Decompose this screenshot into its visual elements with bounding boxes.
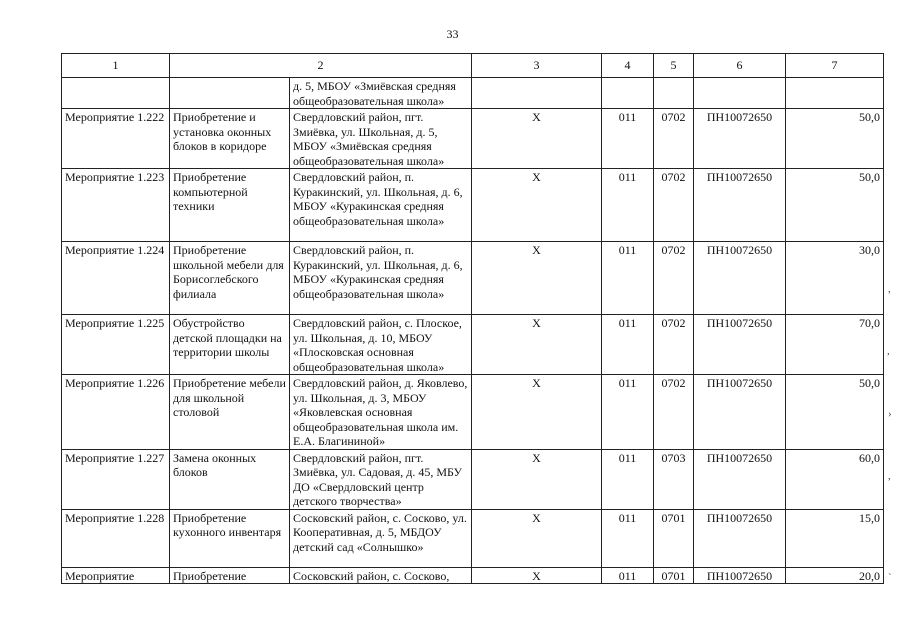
col7-cell: 50,0 bbox=[786, 375, 884, 450]
event-cell: Мероприятие 1.228 bbox=[62, 509, 170, 567]
table-row bbox=[62, 509, 884, 567]
scan-mark: ` bbox=[888, 572, 892, 584]
col4-cell: 011 bbox=[602, 567, 654, 584]
col6-cell: ПН10072650 bbox=[694, 375, 786, 450]
col3-cell: Х bbox=[472, 567, 602, 584]
col6-cell: ПН10072650 bbox=[694, 567, 786, 584]
event-cell: Мероприятие bbox=[62, 567, 170, 584]
table-row bbox=[62, 375, 884, 450]
col6-cell: ПН10072650 bbox=[694, 449, 786, 509]
address-cell: Свердловский район, п. Куракинский, ул. Школьная, д. 6, МБОУ «Куракинская средняя общеобразовательная школа» bbox=[290, 169, 472, 242]
page-number: 33 bbox=[446, 27, 459, 41]
address-cell: д. 5, МБОУ «Змиёвская средняя общеобразовательная школа» bbox=[290, 78, 472, 109]
name-cell: Приобретение кухонного инвентаря bbox=[170, 509, 290, 567]
name-cell: Приобретение компьютерной техники bbox=[170, 169, 290, 242]
table-row bbox=[62, 315, 884, 375]
col7-cell: 15,0 bbox=[786, 509, 884, 567]
col7-cell: 50,0 bbox=[786, 169, 884, 242]
col5-cell: 0702 bbox=[654, 242, 694, 315]
name-cell: Приобретение bbox=[170, 567, 290, 584]
scan-mark: › bbox=[888, 408, 892, 420]
name-cell: Приобретение мебели для школьной столовой bbox=[170, 375, 290, 450]
col3-cell: Х bbox=[472, 109, 602, 169]
col5-cell: 0701 bbox=[654, 567, 694, 584]
header-row bbox=[62, 54, 884, 78]
col3-cell: Х bbox=[472, 315, 602, 375]
col5-cell: 0702 bbox=[654, 375, 694, 450]
header-col-5: 5 bbox=[654, 54, 694, 78]
col6-cell: ПН10072650 bbox=[694, 509, 786, 567]
col7-cell: 30,0 bbox=[786, 242, 884, 315]
scan-mark: , bbox=[888, 470, 891, 482]
col6-cell: ПН10072650 bbox=[694, 315, 786, 375]
header-col-7: 7 bbox=[786, 54, 884, 78]
event-cell: Мероприятие 1.225 bbox=[62, 315, 170, 375]
col5-cell: 0702 bbox=[654, 169, 694, 242]
address-cell: Сосковский район, с. Сосково, bbox=[290, 567, 472, 584]
address-cell: Свердловский район, п. Куракинский, ул. Школьная, д. 6, МБОУ «Куракинская средняя общеобразовательная школа» bbox=[290, 242, 472, 315]
address-cell: Свердловский район, д. Яковлево, ул. Школьная, д. 3, МБОУ «Яковлевская основная общеобразовательная школа им. Е.А. Благининой» bbox=[290, 375, 472, 450]
table-row bbox=[62, 109, 884, 169]
col4-cell: 011 bbox=[602, 169, 654, 242]
col3-cell: Х bbox=[472, 169, 602, 242]
header-col-2: 2 bbox=[170, 54, 472, 78]
col5-cell: 0702 bbox=[654, 109, 694, 169]
col4-cell: 011 bbox=[602, 242, 654, 315]
col7-cell: 60,0 bbox=[786, 449, 884, 509]
col6-cell: ПН10072650 bbox=[694, 109, 786, 169]
table-row bbox=[62, 242, 884, 315]
col3-cell: Х bbox=[472, 449, 602, 509]
col3-cell: Х bbox=[472, 375, 602, 450]
col5-cell: 0703 bbox=[654, 449, 694, 509]
address-cell: Свердловский район, с. Плоское, ул. Школьная, д. 10, МБОУ «Плосковская основная общеобразовательная школа» bbox=[290, 315, 472, 375]
header-col-6: 6 bbox=[694, 54, 786, 78]
event-cell: Мероприятие 1.224 bbox=[62, 242, 170, 315]
col4-cell: 011 bbox=[602, 109, 654, 169]
col7-cell: 70,0 bbox=[786, 315, 884, 375]
col6-cell: ПН10072650 bbox=[694, 169, 786, 242]
scan-mark: , bbox=[888, 283, 891, 295]
address-cell: Свердловский район, пгт. Змиёвка, ул. Садовая, д. 45, МБУ ДО «Свердловский центр детского творчества» bbox=[290, 449, 472, 509]
header-col-1: 1 bbox=[62, 54, 170, 78]
name-cell: Приобретение школьной мебели для Борисоглебского филиала bbox=[170, 242, 290, 315]
address-cell: Свердловский район, пгт. Змиёвка, ул. Школьная, д. 5, МБОУ «Змиёвская средняя общеобразовательная школа» bbox=[290, 109, 472, 169]
col4-cell: 011 bbox=[602, 509, 654, 567]
col5-cell: 0701 bbox=[654, 509, 694, 567]
col3-cell: Х bbox=[472, 242, 602, 315]
col4-cell: 011 bbox=[602, 449, 654, 509]
name-cell: Приобретение и установка оконных блоков в коридоре bbox=[170, 109, 290, 169]
event-cell: Мероприятие 1.227 bbox=[62, 449, 170, 509]
event-cell: Мероприятие 1.222 bbox=[62, 109, 170, 169]
budget-table bbox=[61, 53, 884, 584]
col6-cell: ПН10072650 bbox=[694, 242, 786, 315]
scan-mark: , bbox=[887, 345, 890, 357]
col7-cell: 50,0 bbox=[786, 109, 884, 169]
table-row bbox=[62, 449, 884, 509]
col4-cell: 011 bbox=[602, 375, 654, 450]
name-cell: Замена оконных блоков bbox=[170, 449, 290, 509]
col7-cell: 20,0 bbox=[786, 567, 884, 584]
event-cell: Мероприятие 1.226 bbox=[62, 375, 170, 450]
col3-cell: Х bbox=[472, 509, 602, 567]
header-col-3: 3 bbox=[472, 54, 602, 78]
col4-cell: 011 bbox=[602, 315, 654, 375]
table-row bbox=[62, 567, 884, 584]
header-col-4: 4 bbox=[602, 54, 654, 78]
col5-cell: 0702 bbox=[654, 315, 694, 375]
table-row bbox=[62, 169, 884, 242]
table-row bbox=[62, 78, 884, 109]
event-cell: Мероприятие 1.223 bbox=[62, 169, 170, 242]
address-cell: Сосковский район, с. Сосково, ул. Кооперативная, д. 5, МБДОУ детский сад «Солнышко» bbox=[290, 509, 472, 567]
name-cell: Обустройство детской площадки на территории школы bbox=[170, 315, 290, 375]
